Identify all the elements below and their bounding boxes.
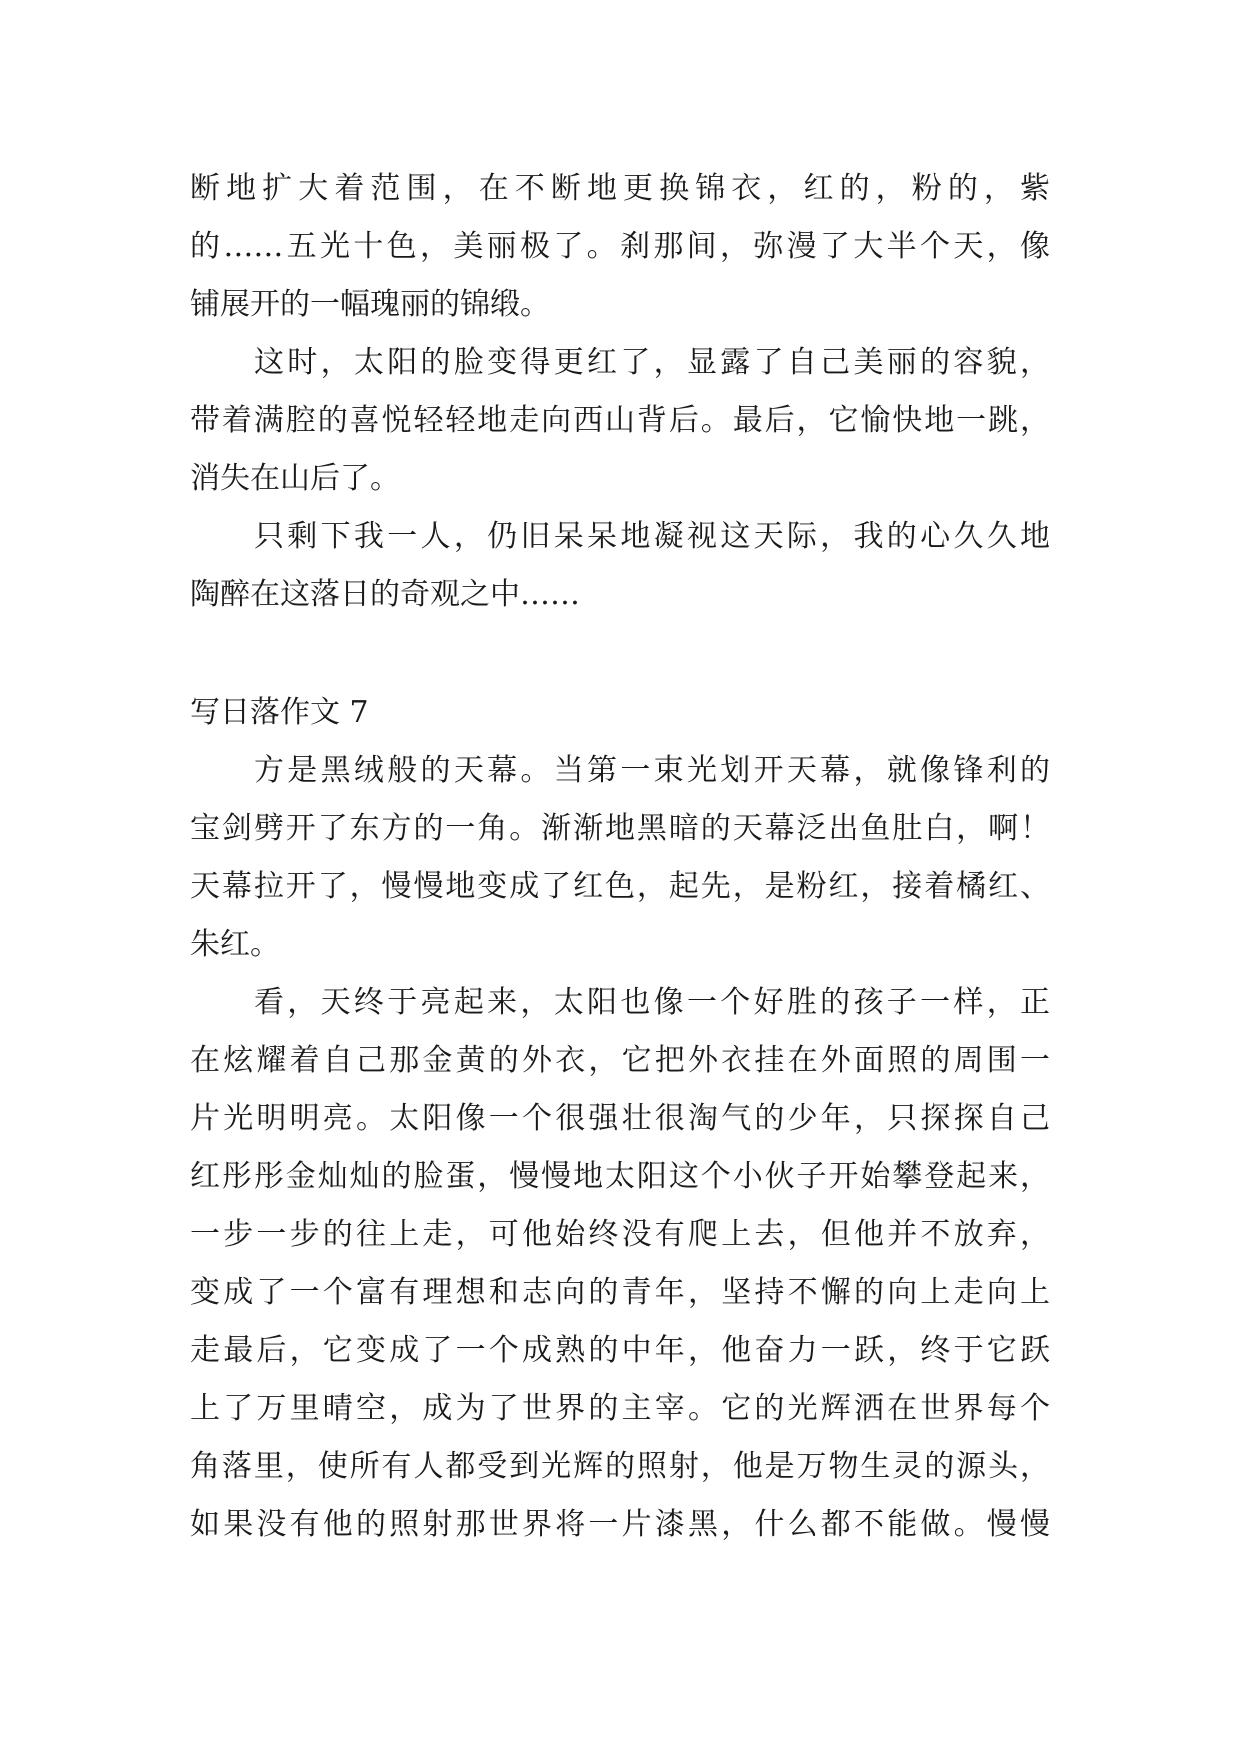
paragraph-line: 看，天终于亮起来，太阳也像一个好胜的孩子一样，正 <box>254 985 1050 1020</box>
paragraph-5 <box>190 974 1050 1554</box>
paragraph-4 <box>190 742 1050 974</box>
paragraph-line: 在炫耀着自己那金黄的外衣，它把外衣挂在外面照的周围一 <box>190 1043 1050 1078</box>
paragraph-1 <box>190 160 1050 334</box>
paragraph-line: 走最后，它变成了一个成熟的中年，他奋力一跃，终于它跃 <box>190 1333 1050 1368</box>
paragraph-line: 宝剑劈开了东方的一角。渐渐地黑暗的天幕泛出鱼肚白，啊！ <box>190 811 1050 846</box>
paragraph-line: 变成了一个富有理想和志向的青年，坚持不懈的向上走向上 <box>190 1275 1050 1310</box>
paragraph-line: 消失在山后了。 <box>190 461 400 496</box>
paragraph-line: 只剩下我一人，仍旧呆呆地凝视这天际，我的心久久地 <box>254 519 1050 554</box>
paragraph-line: 红彤彤金灿灿的脸蛋，慢慢地太阳这个小伙子开始攀登起来， <box>190 1159 1050 1194</box>
paragraph-line: 上了万里晴空，成为了世界的主宰。它的光辉洒在世界每个 <box>190 1391 1050 1426</box>
paragraph-3 <box>190 508 1050 624</box>
paragraph-line: 的……五光十色，美丽极了。刹那间，弥漫了大半个天，像 <box>190 229 1050 264</box>
paragraph-line: 方是黑绒般的天幕。当第一束光划开天幕，就像锋利的 <box>254 753 1050 788</box>
paragraph-line: 一步一步的往上走，可他始终没有爬上去，但他并不放弃， <box>190 1217 1050 1252</box>
paragraph-line: 片光明明亮。太阳像一个很强壮很淘气的少年，只探探自己 <box>190 1101 1050 1136</box>
paragraph-line: 这时，太阳的脸变得更红了，显露了自己美丽的容貌， <box>254 345 1050 380</box>
paragraph-line: 角落里，使所有人都受到光辉的照射，他是万物生灵的源头， <box>190 1449 1050 1484</box>
paragraph-line: 陶醉在这落日的奇观之中…… <box>190 577 580 612</box>
paragraph-line: 天幕拉开了，慢慢地变成了红色，起先，是粉红，接着橘红、 <box>190 869 1050 904</box>
paragraph-line: 如果没有他的照射那世界将一片漆黑，什么都不能做。慢慢 <box>190 1507 1050 1542</box>
section-heading: 写日落作文 7 <box>190 695 369 730</box>
section-gap <box>190 624 1050 684</box>
paragraph-line: 断地扩大着范围，在不断地更换锦衣，红的，粉的，紫 <box>190 171 1050 206</box>
paragraph-line: 铺展开的一幅瑰丽的锦缎。 <box>190 287 550 322</box>
paragraph-2 <box>190 334 1050 508</box>
paragraph-line: 朱红。 <box>190 927 280 962</box>
paragraph-line: 带着满腔的喜悦轻轻地走向西山背后。最后，它愉快地一跳， <box>190 403 1050 438</box>
document-body <box>190 160 1050 1554</box>
